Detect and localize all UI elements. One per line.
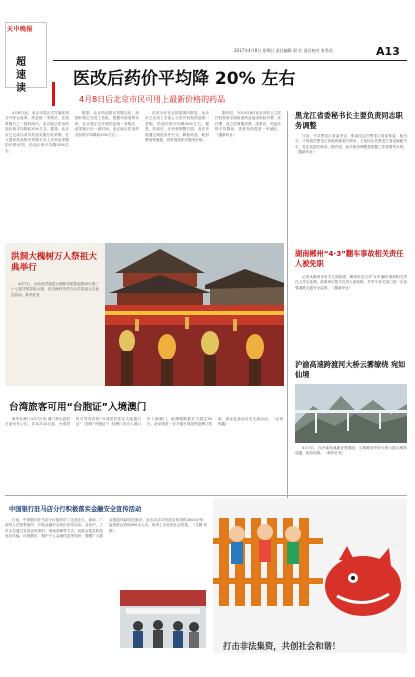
bank-photo	[120, 590, 206, 648]
bank-body: 日前，中国银行驻马店分行组织员工走进社区、商场、广场等人员密集场所，开展金融安全知识宣传活动。活动中，工作人员通过发放宣传资料、现场讲解等方式，向群众普及防范电信诈骗、识别假币、保护个人金融信息等知识，提醒广大群众提高风险防范意识。此次活动共发放宣传资料2000余份，接受群众咨询300余人次，取得了良好的社会效果。（尤静 刘群）	[5, 518, 207, 539]
photo-story-title: 洪洞大槐树万人祭祖大典举行	[11, 252, 97, 273]
sidebar-story3-title: 沪渝高速跨渡河大桥云雾缭绕 宛如仙境	[295, 360, 406, 379]
sidebar-story2-title: 湖南郴州“4·3”翻车事故相关责任人被免职	[295, 249, 404, 268]
taiwan-headline: 台湾旅客可用“台胞证”入境澳门	[9, 402, 147, 413]
section-label: 超速读	[16, 57, 26, 94]
ad-slogan: 打击非法集资，共创社会和谐！	[223, 641, 341, 651]
lead-headline: 医改后药价平均降 20% 左右	[73, 69, 296, 89]
lead-subhead: 4月8日后北京市民可用上最新价格的药品	[79, 95, 226, 104]
bank-headline: 中国银行驻马店分行积极落实金融安全宣传活动	[9, 506, 142, 513]
taiwan-body: 新华社澳门4月7日电 澳门特区政府日前发布公告，自本月10日起，台湾居民可凭有效的“台湾居民来往大陆通行证”（俗称“台胞证”）经澳门各出入境口岸入境澳门，留澳期限最长不超过30日。此举将进一步方便台湾居民赴澳门旅游、探亲及参加各类交流活动。（记者 郭鑫）	[5, 417, 283, 427]
headline-accent-bar	[52, 82, 55, 106]
lead-column-2: 据悉，北京药品阳光采购以后，前期价格已完成了首批。根据市政府的安排，北京将正式开展药品统一采购后，改革施行后一段时间，北京地区医用药品价格平均降低20%左右。	[75, 111, 139, 137]
lead-column-4: 据介绍，今年4月8日北京市的公立医疗机构将全面取消药品加成和挂号费、诊疗费，设立医事服务费。改革后，药品价格平均降低，患者负担将进一步减轻。（据新华社）	[215, 111, 281, 137]
lead-column-1: 4月8日起，北京市将正式实施医药分开综合改革。药品统一采购后，在改革施行之一段时间内，北京地区医用药品价格平均降低20%左右。据悉，北京市已完成以来对药品实施分类采购、在与国家药品集中采购平台上对药品采购的价格谈判，药品价格平均降20%左右。	[5, 111, 69, 153]
sidebar-story1-body: 日前，中共黑龙江省委决定：张某同志任黑龙江省委常委、秘书长，不再担任黑龙江省政府副省长职务；王某同志任黑龙江省委副秘书长，免去其原任职务。据介绍，此次职务调整是根据工作需要作出的。（据新华社）	[295, 134, 407, 155]
lead-column-3: 医药分开在全国范围内推进，北京市已完成了全部公立医疗机构药品统一采购，药品价格平均降20%左右。据悉，医改后，在价格调整方面，北京市将通过规范诊疗行为，降低药品、耗材费用等措施，同时提高医疗服务价格。	[145, 111, 209, 143]
sidebar-story2-body: 记者从郴州市有关方面获悉，郴州市近日对“4·3”翻车事故相关责任人作出处理，涉事单位相关负责人被免职，并责令有关部门进一步加强道路交通安全监管。（据新华社）	[295, 275, 407, 290]
section-divider	[5, 495, 407, 496]
photo-caption: 4月7日，山西省洪洞县大槐树寻根祭祖园举行第二十七届寻根祭祖大典，来自海内外的万余名祭祖人员参加活动。新华社发	[11, 282, 99, 297]
header-rule	[53, 60, 407, 61]
public-service-ad	[213, 498, 407, 653]
sidebar-story1-title: 黑龙江省委秘书长主要负责同志职务调整	[295, 111, 403, 130]
newspaper-logo: 天中晚报	[7, 26, 34, 33]
issue-meta: 2017年4月8日 星期日 责任编辑 蔚 红 责任校对 张秀君	[234, 48, 333, 53]
page-number: A13	[376, 45, 400, 58]
sidebar-story3-body: 4月7日，在沪渝高速湖北恩施段，云雾缭绕中的大桥与群山相映成趣，宛如仙境。（新华社发）	[295, 446, 407, 456]
bridge-photo	[295, 384, 407, 443]
